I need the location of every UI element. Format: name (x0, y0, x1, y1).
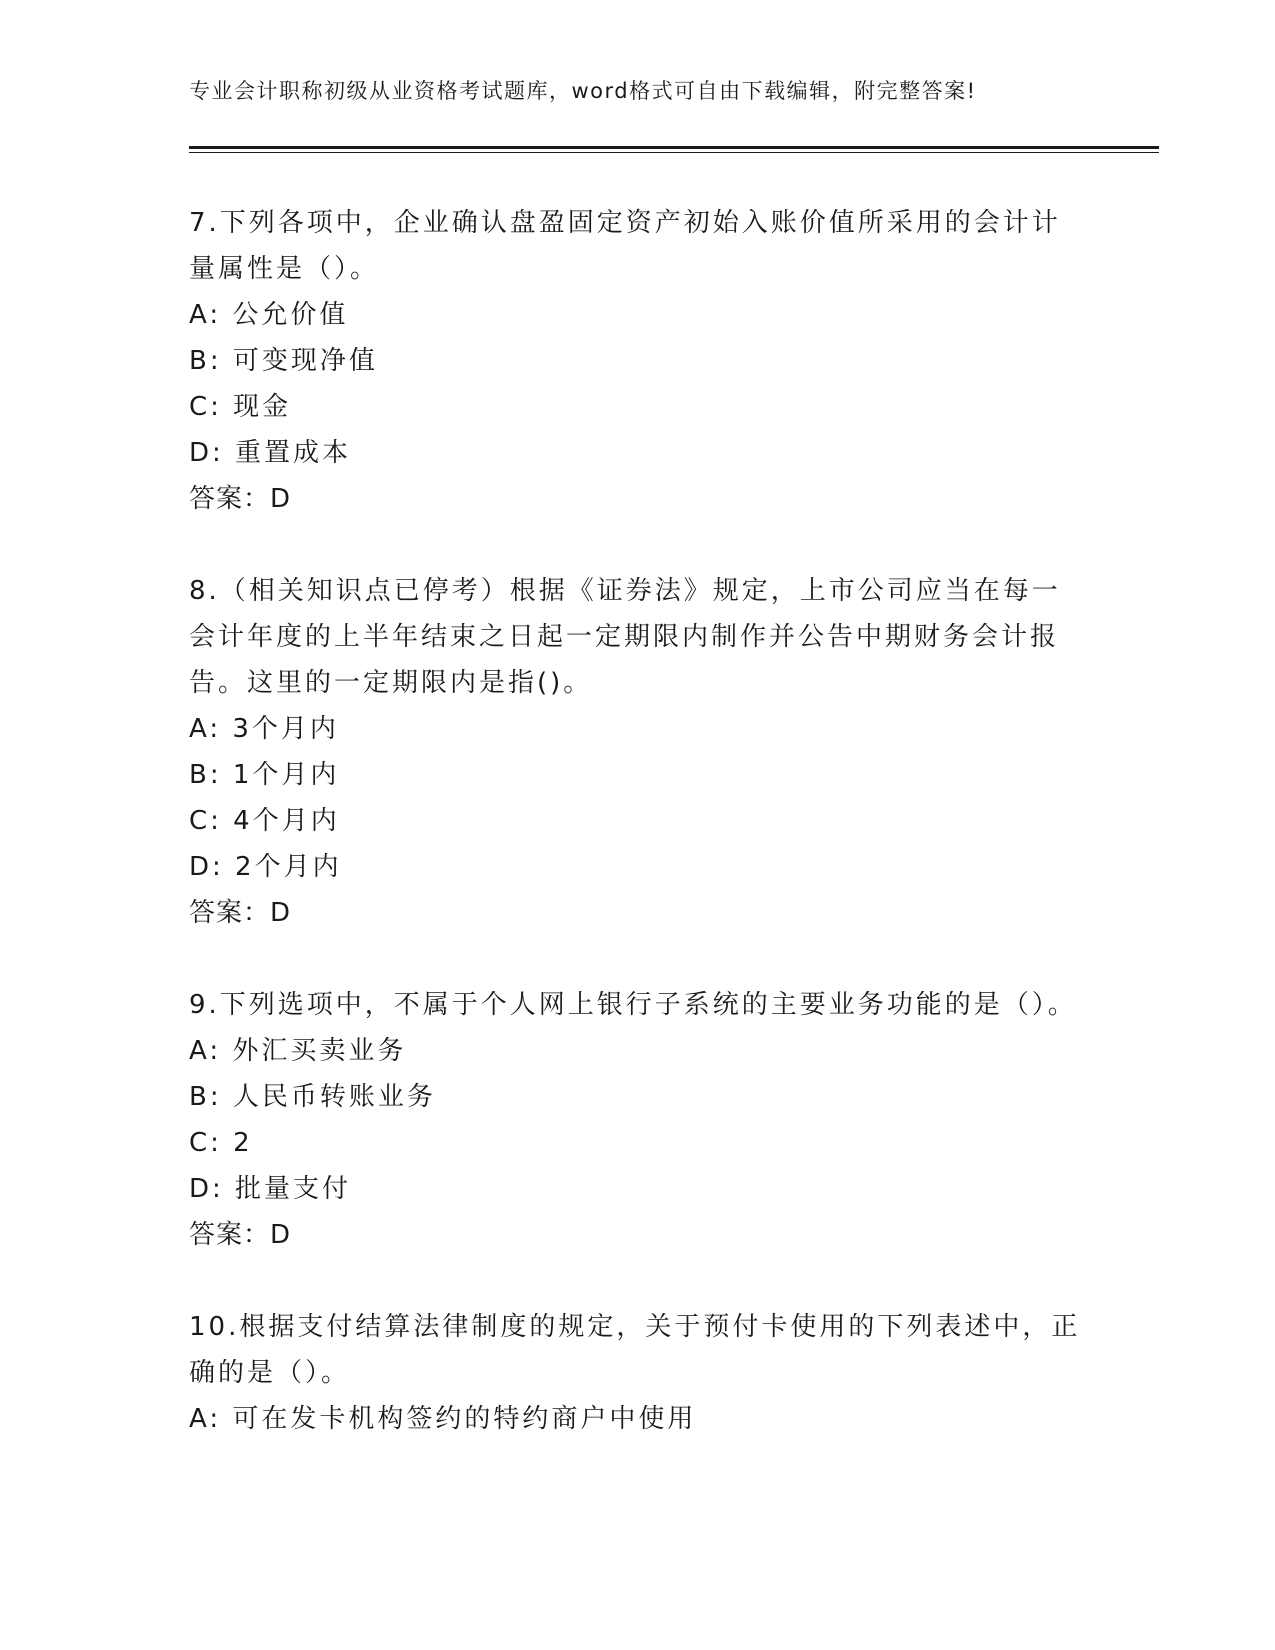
answer: 答案：D (189, 484, 292, 514)
question-10 (189, 1304, 1089, 1442)
answer: 答案：D (189, 898, 292, 928)
page-header: 专业会计职称初级从业资格考试题库，word格式可自由下载编辑，附完整答案! (189, 79, 977, 103)
option-a: A: 3个月内 (189, 714, 339, 744)
question-list (189, 200, 1089, 1488)
answer: 答案：D (189, 1220, 292, 1250)
option-c: C: 2 (189, 1128, 253, 1158)
question-8 (189, 568, 1089, 936)
header-divider-thin (189, 152, 1159, 153)
question-stem: 7.下列各项中，企业确认盘盈固定资产初始入账价值所采用的会计计量属性是（）。 (189, 208, 1061, 284)
question-stem: 9.下列选项中，不属于个人网上银行子系统的主要业务功能的是（）。 (189, 990, 1077, 1020)
question-7 (189, 200, 1089, 522)
option-b: B: 人民币转账业务 (189, 1082, 436, 1112)
option-b: B: 可变现净值 (189, 346, 378, 376)
option-a: A: 外汇买卖业务 (189, 1036, 407, 1066)
option-b: B: 1个月内 (189, 760, 340, 790)
option-d: D: 批量支付 (189, 1174, 352, 1204)
option-c: C: 现金 (189, 392, 292, 422)
option-a: A: 可在发卡机构签约的特约商户中使用 (189, 1404, 697, 1434)
option-d: D: 重置成本 (189, 438, 352, 468)
question-9 (189, 982, 1089, 1258)
question-stem: 10.根据支付结算法律制度的规定，关于预付卡使用的下列表述中，正确的是（）。 (189, 1312, 1081, 1388)
option-a: A: 公允价值 (189, 300, 349, 330)
option-c: C: 4个月内 (189, 806, 340, 836)
option-d: D: 2个月内 (189, 852, 342, 882)
question-stem: 8.（相关知识点已停考）根据《证券法》规定，上市公司应当在每一会计年度的上半年结束之日起一定期限内制作并公告中期财务会计报告。这里的一定期限内是指()。 (189, 576, 1061, 698)
header-divider-thick (189, 146, 1159, 149)
